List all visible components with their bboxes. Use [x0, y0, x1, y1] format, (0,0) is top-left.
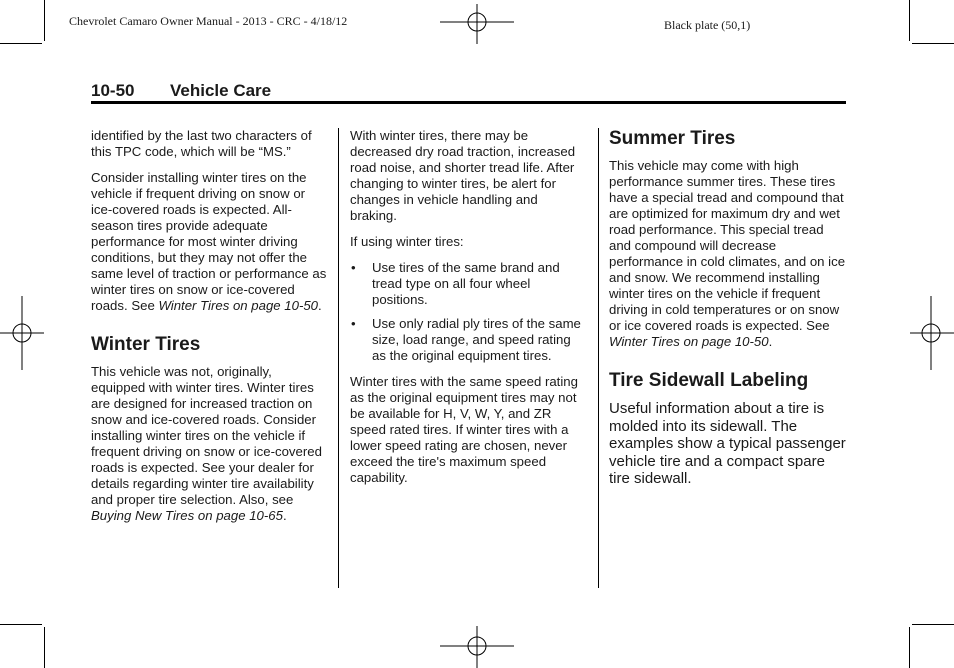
bullet-icon: • — [351, 260, 356, 275]
list-item-text: Use tires of the same brand and tread type on all four wheel positions. — [372, 260, 560, 307]
paragraph-text: This vehicle was not, originally, equipped with winter tires. Winter tires are designed for increased traction on snow and ice-covered roads. Consider installing winter tires on the vehicle if frequent driving on snow or ice-covered roads is expected. See your dealer for details regarding winter tire availability and proper tire selection. Also, see — [91, 364, 322, 507]
paragraph — [91, 170, 329, 314]
crop-mark — [909, 0, 910, 41]
paragraph: Winter tires with the same speed rating as the original equipment tires may not be available for H, V, W, Y, and ZR speed rated tires. If winter tires with a lower speed rating are chosen, never exceed the tire's maximum speed capability. — [350, 374, 578, 485]
column-divider — [338, 128, 339, 588]
registration-mark-left-icon — [0, 296, 44, 370]
cross-reference-link[interactable]: Winter Tires on page 10-50 — [609, 334, 769, 349]
paragraph-end: . — [282, 508, 287, 523]
column-divider — [598, 128, 599, 588]
print-header-left: Chevrolet Camaro Owner Manual - 2013 - CRC - 4/18/12 — [69, 14, 348, 28]
paragraph-text: This vehicle may come with high performance summer tires. These tires have a special tread and compound that are optimized for maximum dry and wet road performance. This special tread and compound will decrease performance in cold climates, and on ice and snow. We recommend installing winter tires on the vehicle if frequent driving in cold temperatures or on snow or ice covered roads is expected. See — [609, 158, 846, 333]
cross-reference-link[interactable]: Buying New Tires on page 10-65 — [91, 508, 283, 523]
crop-mark — [0, 624, 42, 625]
crop-mark — [909, 627, 910, 668]
paragraph-text: Consider installing winter tires on the vehicle if frequent driving on snow or ice-covered roads is expected. All-season tires provide adequate performance for most winter driving conditions, but they may not offer the same level of traction or performance as winter tires on snow or ice-covered roads. See — [91, 170, 327, 313]
list-item — [350, 316, 588, 364]
list-item — [350, 260, 588, 308]
registration-mark-top-icon — [440, 4, 514, 44]
paragraph-end: . — [768, 334, 773, 349]
registration-mark-bottom-icon — [440, 626, 514, 668]
heading-summer-tires: Summer Tires — [609, 128, 736, 149]
header-rule — [91, 101, 846, 104]
paragraph: With winter tires, there may be decreased dry road traction, increased road noise, and shorter tread life. After changing to winter tires, be alert for changes in vehicle handling and braking. — [350, 128, 576, 223]
heading-winter-tires: Winter Tires — [91, 334, 201, 355]
column-1 — [91, 128, 329, 534]
column-3 — [609, 128, 849, 498]
column-2 — [350, 128, 588, 496]
paragraph — [91, 364, 329, 524]
paragraph: If using winter tires: — [350, 234, 464, 249]
paragraph: identified by the last two characters of this TPC code, which will be “MS.” — [91, 128, 312, 159]
paragraph — [609, 158, 849, 350]
crop-mark — [44, 627, 45, 668]
list-item-text: Use only radial ply tires of the same size, load range, and speed rating as the original equipment tires. — [372, 316, 581, 363]
crop-mark — [912, 624, 954, 625]
crop-mark — [912, 43, 954, 44]
cross-reference-link[interactable]: Winter Tires on page 10-50 — [158, 298, 319, 313]
bullet-icon: • — [351, 316, 356, 331]
paragraph: Useful information about a tire is molded into its sidewall. The examples show a typical passenger vehicle tire and a compact spare tire sidewall. — [609, 400, 846, 487]
crop-mark — [44, 0, 45, 41]
crop-mark — [0, 43, 42, 44]
paragraph-end: . — [318, 298, 322, 313]
bullet-list — [350, 260, 588, 364]
print-header-right: Black plate (50,1) — [664, 18, 751, 32]
heading-tire-sidewall-labeling: Tire Sidewall Labeling — [609, 370, 809, 391]
section-title: Vehicle Care — [170, 81, 272, 100]
registration-mark-right-icon — [910, 296, 954, 370]
page-number: 10-50 — [91, 81, 135, 100]
